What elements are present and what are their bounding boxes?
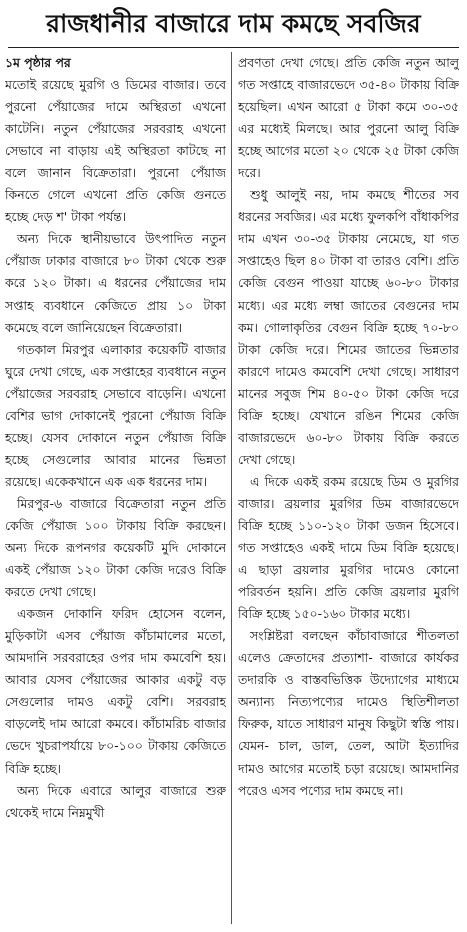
headline: রাজধানীর বাজারে দাম কমছে সবজির — [46, 9, 421, 38]
paragraph: গতকাল মিরপুর এলাকার কয়েকটি বাজার ঘুরে দেখা গেছে, এক সপ্তাহের ব্যবধানে নতুন পেঁয়াজের সরবরাহ সেভাবে বাড়েনি। এখনো বেশির ভাগ দোকানেই পুরনো পেঁয়াজ বিক্রি হচ্ছে। যেসব দোকানে নতুন পেঁয়াজ বিক্রি হচ্ছে সেগুলোর আবার মানের ভিন্নতা রয়েছে। একেকখানে এক এক ধরনের দাম। — [5, 341, 226, 489]
column-divider — [231, 52, 232, 924]
paragraph: মিরপুর-৬ বাজারে বিক্রেতারা নতুন প্রতি কেজি পেঁয়াজ ১০০ টাকায় বিক্রি করছেন। অন্য দিকে রূপনগর কয়েকটি মুদি দোকানে একই পেঁয়াজ ১২০ টাকা কেজি দরেও বিক্রি করতে দেখা গেছে। — [5, 495, 226, 600]
right-column — [238, 52, 459, 928]
paragraph — [5, 52, 226, 228]
paragraph-text: মতোই রয়েছে মুরগি ও ডিমের বাজার। তবে পুরনো পেঁয়াজের দামে অস্থিরতা এখনো কাটেনি। নতুন পেঁয়াজের সরবরাহ এখনো সেভাবে না বাড়ায় এই অস্থিরতা কাটছে না বলে জানান বিক্রেতারা। পুরনো পেঁয়াজ কিনতে গেলে এখনো প্রতি কেজি গুনতে হচ্ছে দেড় শ' টাকা পর্যন্ত। — [5, 77, 226, 225]
headline-rule — [8, 47, 459, 48]
paragraph: এ দিকে একই রকম রয়েছে ডিম ও মুরগির বাজার। ব্রয়লার মুরগির ডিম বাজারভেদে বিক্রি হচ্ছে ১১০-১২০ টাকা ডজন হিসেবে। গত সপ্তাহেও একই দামে ডিম বিক্রি হয়েছে। এ ছাড়া ব্রয়লার মুরগির দামেও কোনো পরিবর্তন হয়নি। প্রতি কেজি ব্রয়লার মুরগি বিক্রি হচ্ছে ১৫০-১৬০ টাকার মধ্যে। — [238, 473, 459, 622]
left-column — [5, 52, 226, 928]
paragraph: শুধু আলুই নয়, দাম কমছে শীতের সব ধরনের সবজির। এর মধ্যে ফুলকপি বাঁধাকপির দাম এখন ৩০-৩৫ টাকায় নেমেছে, যা গত সপ্তাহেও ছিল ৪০ টাকা বা তারও বেশি। প্রতি কেজি বেগুন পাওয়া যাচ্ছে ৬০-৮০ টাকার মধ্যে। এর মধ্যে লম্বা জাতের বেগুনের দাম কম। গোলাকৃতির বেগুন বিক্রি হচ্ছে ৭০-৮০ টাকা কেজি দরে। শিমের জাতের ভিন্নতার কারণে দামেও কমবেশি দেখা গেছে। সাধারণ মানের সবুজ শিম ৪০-৫০ টাকা কেজি দরে বিক্রি হচ্ছে। যেখানে রঙিন শিমের কেজি বাজারভেদে ৬০-৮০ টাকায় বিক্রি করতে দেখা গেছে। — [238, 187, 459, 467]
paragraph: সংশ্লিষ্টরা বলছেন কাঁচাবাজারে শীতলতা এলেও ক্রেতাদের প্রত্যাশা- বাজারে কার্যকর তদারকি ও বাস্তবভিত্তিক উদ্যোগের মাধ্যমে অন্যান্য নিত্যপণ্যের দামেও স্থিতিশীলতা ফিরুক, যাতে সাধারণ মানুষ কিছুটা স্বস্তি পায়। যেমন- চাল, ডাল, তেল, আটা ইত্যাদির দামও আগের মতোই চড়া রয়েছে। আমদানির পরেও এসব পণ্যের দাম কমছে না। — [238, 628, 459, 798]
paragraph: অন্য দিকে এবারে আলুর বাজারে শুরু থেকেই দামে নিম্নমুখী — [5, 782, 226, 820]
paragraph: একজন দোকানি ফরিদ হোসেন বলেন, মুড়িকাটা এসব পেঁয়াজ কাঁচামালের মতো, আমদানি সরবরাহের ওপর দাম কমবেশি হয়। আবার যেসব পেঁয়াজের আকার একটু বড় সেগুলোর দামও একটু বেশি। সরবরাহ বাড়লেই দাম আরো কমবে। কাঁচামরিচ বাজার ভেদে খুচরাপর্যায়ে ৮০-১০০ টাকায় কেজিতে বিক্রি হচ্ছে। — [5, 606, 226, 776]
paragraph: প্রবণতা দেখা গেছে। প্রতি কেজি নতুন আলু গত সপ্তাহে বাজারভেদে ৩৫-৪০ টাকায় বিক্রি হয়েছিল। এখন আরো ৫ টাকা কমে ৩০-৩৫ এর মধ্যেই মিলছে। আর পুরনো আলু বিক্রি হচ্ছে আগের মতো ২০ থেকে ২৫ টাকা কেজি দরে। — [238, 55, 459, 181]
continued-kicker: ১ম পৃষ্ঠার পর — [5, 55, 71, 70]
paragraph: অন্য দিকে স্থানীয়ভাবে উৎপাদিত নতুন পেঁয়াজ ঢাকার বাজারে ৮০ টাকা থেকে শুরু করে ১২০ টাকা। এ ধরনের পেঁয়াজের দাম সপ্তাহ ব্যবধানে কেজিতে প্রায় ১০ টাকা কমেছে বলে জানিয়েছেন বিক্রেতারা। — [5, 231, 226, 335]
